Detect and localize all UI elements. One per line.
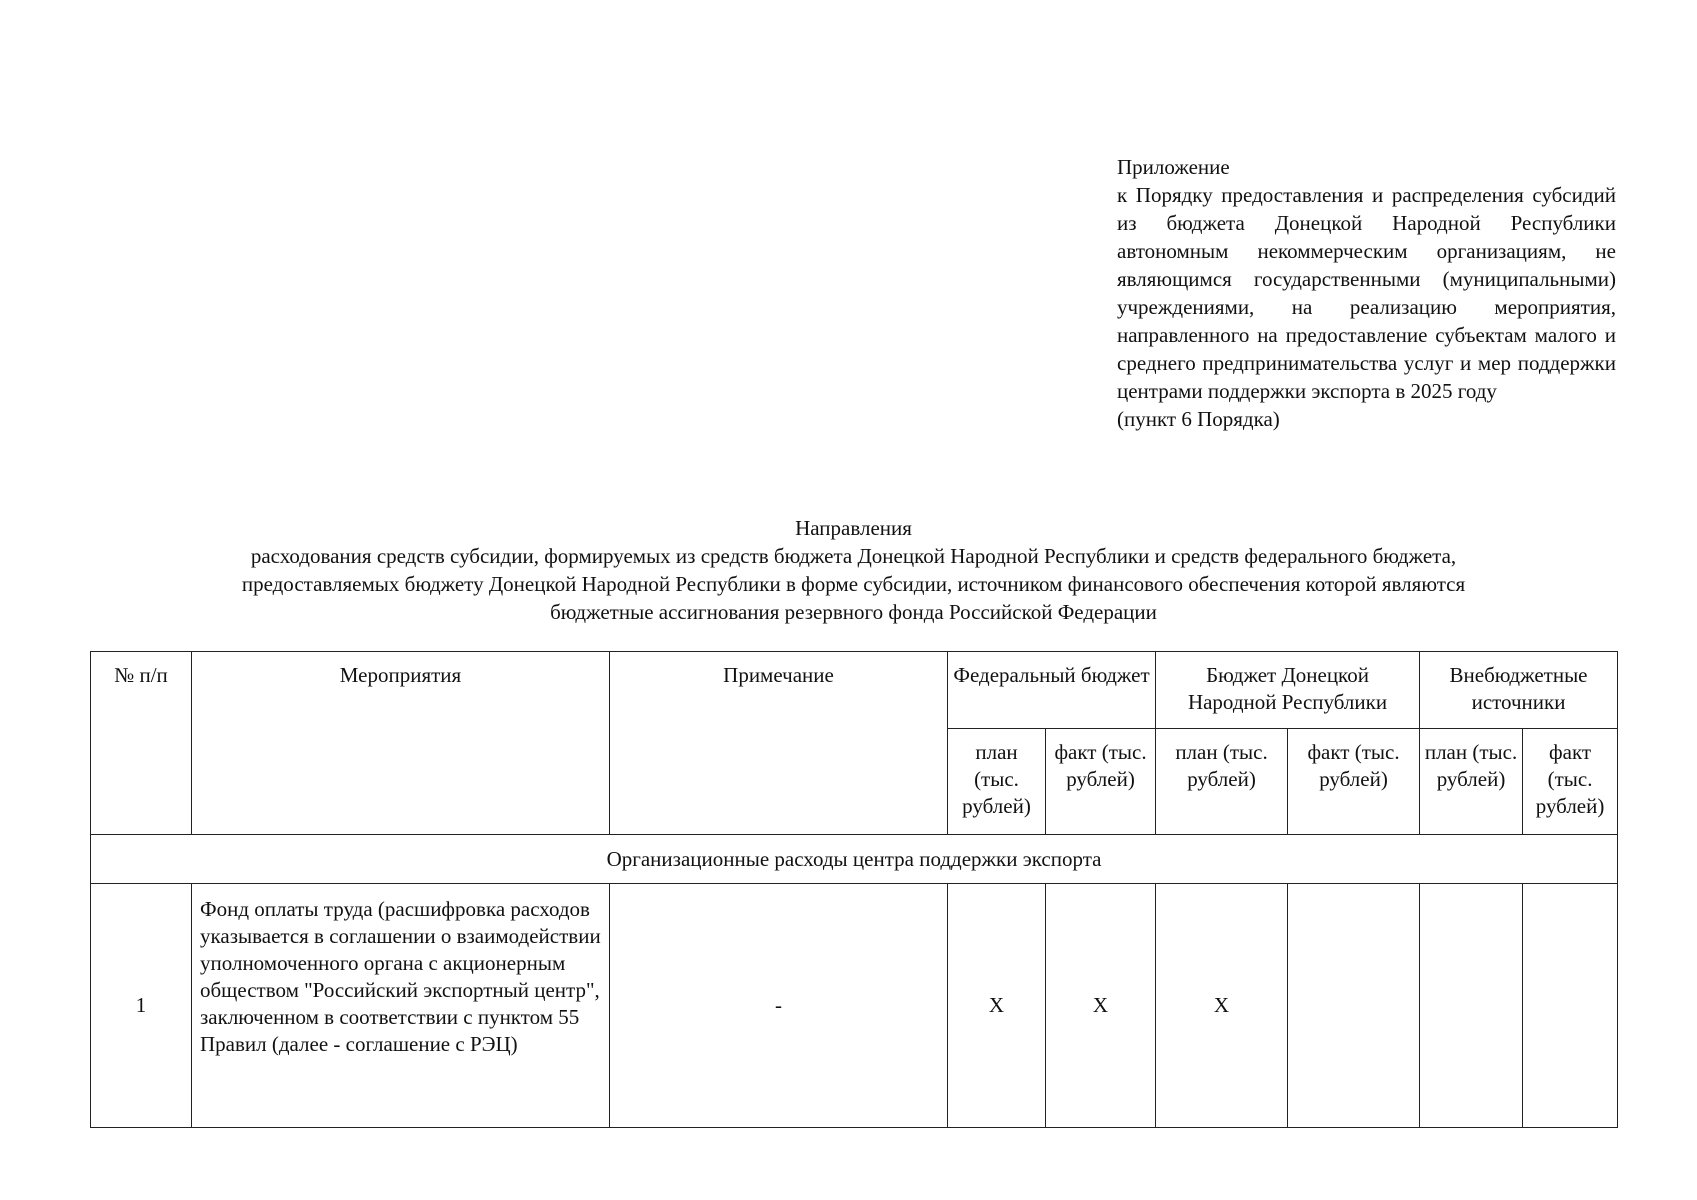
subheader-dnr-plan: план (тыс. рублей) (1156, 729, 1288, 835)
row-note: - (610, 884, 948, 1128)
row-dnr-plan: X (1156, 884, 1288, 1128)
heading-title: Направления (795, 516, 912, 540)
annex-body: к Порядку предоставления и распределения субсидий из бюджета Донецкой Народной Республики автономным некоммерческим организациям, не являющимся государственными (муниципальными) учреждениями, на реализацию мероприятия, направленного на предоставление субъектам малого и среднего предпринимательства услуг и мер поддержки центрами поддержки экспорта в 2025 году (1117, 183, 1616, 403)
row-dnr-fact (1288, 884, 1420, 1128)
header-federal-budget: Федеральный бюджет (948, 652, 1156, 729)
annex-title: Приложение (1117, 155, 1230, 179)
section-row: Организационные расходы центра поддержки экспорта (91, 835, 1618, 884)
row-federal-fact: X (1046, 884, 1156, 1128)
subheader-federal-plan: план (тыс. рублей) (948, 729, 1046, 835)
subheader-dnr-fact: факт (тыс. рублей) (1288, 729, 1420, 835)
header-note: Примечание (610, 652, 948, 835)
row-event: Фонд оплаты труда (расшифровка расходов указывается в соглашении о взаимодействии уполномоченного органа с акционерным обществом "Российский экспортный центр", заключенном в соответствии с пунктом 55 Правил (далее - соглашение с РЭЦ) (192, 884, 610, 1128)
subheader-extra-plan: план (тыс. рублей) (1420, 729, 1523, 835)
table-row (91, 884, 1618, 1128)
subheader-extra-fact: факт (тыс. рублей) (1523, 729, 1618, 835)
header-num: № п/п (91, 652, 192, 835)
heading-line-2: предоставляемых бюджету Донецкой Народной Республики в форме субсидии, источником финансового обеспечения которой являются (241, 572, 1466, 596)
document-heading (90, 514, 1617, 626)
annex-reference: (пункт 6 Порядка) (1117, 407, 1280, 431)
subheader-federal-fact: факт (тыс. рублей) (1046, 729, 1156, 835)
row-extra-plan (1420, 884, 1523, 1128)
header-event: Мероприятия (192, 652, 610, 835)
expenditure-table (90, 651, 1618, 1128)
row-extra-fact (1523, 884, 1618, 1128)
header-extrabudgetary: Внебюджетные источники (1420, 652, 1618, 729)
header-dnr-budget: Бюджет Донецкой Народной Республики (1156, 652, 1420, 729)
row-num: 1 (91, 884, 192, 1128)
heading-line-1: расходования средств субсидии, формируемых из средств бюджета Донецкой Народной Республики и средств федерального бюджета, (250, 544, 1457, 568)
row-federal-plan: X (948, 884, 1046, 1128)
heading-line-3: бюджетные ассигнования резервного фонда Российской Федерации (550, 600, 1157, 624)
annex-block (1117, 153, 1616, 433)
